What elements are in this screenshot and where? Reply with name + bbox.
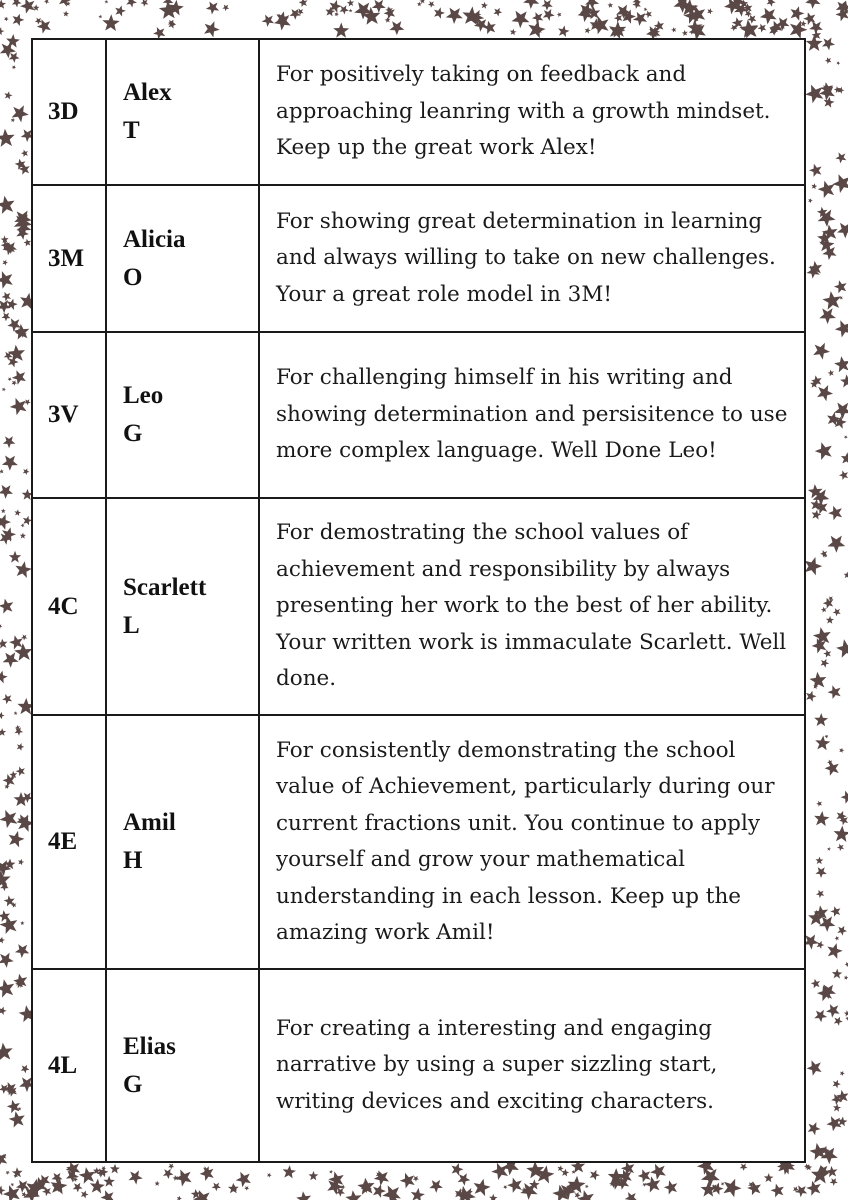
star-icon	[0, 712, 5, 719]
star-icon	[841, 452, 848, 464]
star-icon	[834, 280, 847, 293]
star-icon	[0, 1043, 13, 1061]
star-icon	[81, 1191, 89, 1199]
star-icon	[73, 1183, 83, 1193]
class-code: 3M	[32, 185, 106, 332]
star-icon	[0, 514, 11, 529]
star-icon	[0, 953, 14, 968]
star-icon	[837, 223, 848, 239]
star-icon	[14, 509, 21, 516]
star-icon	[815, 736, 830, 751]
star-icon	[830, 1178, 838, 1186]
star-icon	[826, 1004, 840, 1018]
star-icon	[841, 791, 848, 804]
star-icon	[590, 1170, 600, 1180]
star-icon	[0, 624, 2, 628]
star-icon	[825, 57, 832, 64]
star-icon	[14, 792, 29, 806]
star-icon	[411, 1188, 425, 1200]
star-icon	[827, 536, 845, 553]
star-icon	[806, 1181, 821, 1196]
star-icon	[236, 1172, 251, 1187]
star-icon	[825, 735, 829, 739]
star-icon	[458, 1173, 471, 1186]
star-icon	[177, 1196, 182, 1200]
star-icon	[2, 694, 12, 704]
star-icon	[633, 12, 647, 26]
star-icon	[126, 0, 137, 8]
class-code: 4E	[32, 715, 106, 969]
star-icon	[420, 0, 425, 4]
student-initial: L	[123, 611, 140, 639]
star-icon	[827, 943, 842, 959]
star-icon	[701, 1181, 717, 1196]
star-icon	[98, 15, 102, 19]
student-first-name: Alex	[123, 79, 172, 106]
star-icon	[4, 91, 12, 99]
star-icon	[822, 291, 841, 310]
star-icon	[2, 456, 18, 471]
star-icon	[20, 0, 35, 14]
star-icon	[642, 1183, 646, 1187]
star-icon	[503, 1185, 507, 1189]
star-icon	[811, 979, 820, 989]
star-icon	[101, 1190, 115, 1200]
star-icon	[839, 470, 848, 480]
star-icon	[558, 1165, 564, 1171]
star-icon	[299, 0, 308, 7]
star-icon	[835, 936, 840, 941]
star-icon	[10, 1183, 14, 1187]
star-icon	[0, 196, 15, 214]
star-icon	[828, 506, 842, 521]
star-icon	[833, 608, 841, 616]
star-icon	[532, 12, 543, 23]
star-icon	[413, 1176, 419, 1182]
star-icon	[828, 370, 834, 376]
star-icon	[805, 0, 820, 9]
star-icon	[814, 1010, 827, 1023]
star-icon	[510, 29, 517, 36]
star-icon	[102, 14, 119, 31]
star-icon	[12, 380, 18, 386]
star-icon	[824, 97, 835, 108]
star-icon	[844, 975, 848, 980]
star-icon	[823, 650, 831, 658]
star-icon	[834, 356, 848, 372]
star-icon	[9, 635, 23, 649]
star-icon	[2, 387, 6, 391]
star-icon	[24, 239, 32, 247]
star-icon	[163, 1169, 174, 1179]
star-icon	[21, 635, 27, 641]
star-icon	[481, 2, 488, 9]
star-icon	[63, 11, 69, 17]
star-icon	[575, 1192, 581, 1199]
star-icon	[758, 24, 767, 33]
star-icon	[800, 20, 806, 26]
student-initial: H	[123, 847, 143, 874]
star-icon	[21, 150, 28, 157]
award-reason: For challenging himself in his writing and showing determination and persisitence to use more complex language. Well Done Leo!	[259, 332, 805, 498]
star-icon	[664, 1180, 678, 1194]
star-icon	[14, 711, 18, 715]
star-icon	[7, 299, 18, 310]
star-icon	[374, 1170, 389, 1185]
star-icon	[18, 859, 24, 865]
star-icon	[747, 1181, 761, 1195]
award-row-3v	[32, 332, 805, 498]
star-icon	[832, 174, 848, 193]
star-icon	[507, 1178, 522, 1193]
star-icon	[834, 1017, 843, 1026]
star-icon	[813, 343, 830, 360]
star-icon	[791, 6, 805, 21]
student-first-name: Scarlett	[123, 573, 207, 601]
star-icon	[24, 399, 30, 405]
star-icon	[9, 831, 25, 848]
star-icon	[212, 1183, 221, 1192]
star-icon	[523, 0, 539, 9]
star-icon	[2, 292, 12, 302]
awards-table	[31, 38, 806, 1163]
star-icon	[345, 1190, 361, 1200]
star-icon	[2, 313, 11, 322]
star-icon	[244, 1186, 249, 1191]
star-icon	[721, 1182, 725, 1186]
star-icon	[821, 659, 830, 668]
star-icon	[0, 937, 5, 944]
star-icon	[267, 1173, 272, 1178]
star-icon	[0, 599, 13, 614]
award-reason: For consistently demonstrating the school value of Achievement, particularly during our current fractions unit. You continue to apply yourself and grow your mathematical understanding in each lesson. Keep up the amazing work Amil!	[259, 715, 805, 969]
star-icon	[811, 1165, 830, 1183]
star-icon	[837, 844, 844, 851]
star-icon	[740, 1163, 748, 1171]
star-icon	[828, 685, 841, 699]
student-first-name: Alicia	[123, 225, 186, 253]
star-icon	[0, 27, 4, 35]
star-icon	[15, 561, 32, 578]
student-name	[106, 498, 259, 715]
student-name	[106, 969, 259, 1162]
star-icon	[9, 1111, 25, 1127]
star-icon	[9, 52, 20, 63]
star-icon	[835, 320, 848, 337]
star-icon	[607, 2, 613, 8]
student-name	[106, 39, 259, 185]
star-icon	[429, 1180, 443, 1193]
star-icon	[35, 18, 42, 25]
star-icon	[815, 442, 832, 460]
star-icon	[817, 385, 833, 401]
star-icon	[103, 1176, 115, 1187]
star-icon	[309, 1171, 319, 1180]
star-icon	[0, 810, 17, 828]
star-icon	[807, 1060, 822, 1075]
star-icon	[839, 748, 844, 753]
star-icon	[474, 1179, 491, 1196]
star-icon	[650, 1164, 666, 1180]
star-icon	[340, 5, 349, 14]
star-icon	[0, 129, 15, 147]
star-icon	[816, 890, 824, 898]
star-icon	[104, 0, 108, 4]
student-initial: G	[123, 1070, 143, 1098]
award-row-3d	[32, 39, 805, 185]
star-icon	[836, 61, 840, 65]
star-icon	[168, 1164, 174, 1170]
star-icon	[349, 9, 353, 13]
star-icon	[723, 1179, 741, 1198]
star-icon	[283, 1165, 296, 1178]
star-icon	[0, 979, 14, 997]
star-icon	[764, 1173, 774, 1182]
star-icon	[557, 12, 562, 17]
star-icon	[347, 0, 354, 6]
student-name	[106, 715, 259, 969]
star-icon	[809, 672, 826, 689]
star-icon	[541, 0, 552, 11]
star-icon	[329, 1170, 333, 1174]
star-icon	[528, 21, 545, 39]
star-icon	[811, 183, 817, 189]
star-icon	[808, 1122, 821, 1135]
star-icon	[644, 7, 648, 11]
star-icon	[21, 523, 25, 527]
star-icon	[2, 260, 8, 266]
star-icon	[141, 0, 149, 7]
student-name	[106, 332, 259, 498]
star-icon	[372, 0, 386, 13]
award-reason: For demostrating the school values of achievement and responsibility by always presenting her work to the best of her ability. Your written work is immaculate Scarlett. Well done.	[259, 498, 805, 715]
star-icon	[819, 916, 835, 932]
star-icon	[808, 198, 813, 203]
star-icon	[434, 7, 445, 18]
star-icon	[0, 870, 11, 888]
star-icon	[23, 468, 30, 475]
student-initial: T	[123, 117, 140, 144]
student-initial: O	[123, 263, 143, 291]
star-icon	[155, 1181, 160, 1186]
star-icon	[614, 14, 623, 23]
award-reason: For showing great determination in learning and always willing to take on new challenges. Your a great role model in 3M!	[259, 185, 805, 332]
star-icon	[21, 1065, 30, 1074]
star-icon	[428, 1, 435, 8]
student-initial: G	[123, 420, 143, 447]
star-icon	[827, 847, 831, 851]
star-icon	[16, 767, 25, 777]
star-icon	[52, 1173, 63, 1183]
star-icon	[815, 867, 826, 878]
award-row-3m	[32, 185, 805, 332]
star-icon	[20, 921, 24, 925]
star-icon	[3, 652, 19, 667]
star-icon	[13, 14, 25, 26]
star-icon	[818, 181, 835, 198]
award-reason: For positively taking on feedback and approaching leanring with a growth mindset. Keep up the great work Alex!	[259, 39, 805, 185]
star-icon	[832, 969, 842, 979]
star-icon	[222, 5, 229, 12]
star-icon	[671, 27, 676, 32]
star-icon	[168, 20, 176, 27]
star-icon	[333, 23, 349, 38]
star-icon	[0, 639, 8, 649]
star-icon	[826, 1166, 838, 1177]
star-icon	[834, 826, 848, 842]
star-icon	[9, 551, 21, 563]
star-icon	[12, 0, 22, 7]
star-icon	[8, 377, 12, 381]
student-first-name: Leo	[123, 382, 164, 409]
award-reason: For creating a interesting and engaging narrative by using a super sizzling start, writing devices and exciting characters.	[259, 969, 805, 1162]
star-icon	[844, 435, 848, 439]
star-icon	[0, 0, 6, 9]
star-icon	[771, 1184, 784, 1198]
star-icon	[845, 962, 848, 968]
star-icon	[821, 607, 827, 613]
star-icon	[446, 8, 463, 24]
star-icon	[4, 17, 9, 22]
class-code: 3D	[32, 39, 106, 185]
star-icon	[806, 691, 817, 702]
star-icon	[826, 616, 834, 624]
class-code: 4L	[32, 969, 106, 1162]
student-first-name: Amil	[123, 809, 176, 836]
star-icon	[15, 944, 29, 958]
star-icon	[110, 1164, 120, 1174]
star-icon	[840, 1071, 845, 1076]
star-icon	[543, 9, 555, 21]
star-icon	[44, 0, 49, 4]
star-icon	[262, 15, 274, 27]
star-icon	[638, 1169, 651, 1182]
star-icon	[11, 118, 15, 123]
star-icon	[79, 1167, 96, 1184]
star-icon	[836, 639, 848, 658]
star-icon	[585, 1185, 589, 1189]
star-icon	[4, 895, 15, 906]
star-icon	[204, 21, 220, 37]
star-icon	[645, 1176, 661, 1192]
award-row-4c	[32, 498, 805, 715]
star-icon	[0, 1007, 7, 1015]
star-icon	[817, 941, 825, 949]
star-icon	[115, 5, 126, 16]
star-icon	[206, 2, 219, 15]
star-icon	[819, 308, 836, 324]
star-icon	[335, 12, 340, 17]
star-icon	[0, 1152, 7, 1168]
star-icon	[822, 38, 835, 51]
star-icon	[844, 572, 848, 579]
class-code: 4C	[32, 498, 106, 715]
star-icon	[558, 25, 569, 37]
star-icon	[400, 1173, 415, 1189]
star-icon	[0, 271, 13, 289]
star-icon	[833, 1104, 841, 1112]
star-icon	[830, 906, 840, 917]
star-icon	[17, 743, 25, 751]
star-icon	[835, 152, 846, 163]
star-icon	[609, 22, 625, 39]
star-icon	[12, 65, 16, 69]
star-icon	[0, 728, 6, 736]
star-icon	[6, 1171, 10, 1175]
star-icon	[1, 508, 6, 513]
star-icon	[840, 374, 848, 387]
star-icon	[805, 557, 823, 575]
star-icon	[7, 1100, 20, 1114]
star-icon	[645, 11, 652, 19]
star-icon	[827, 1116, 842, 1131]
class-code: 3V	[32, 332, 106, 498]
star-icon	[806, 35, 823, 51]
star-icon	[767, 0, 776, 7]
star-icon	[809, 164, 822, 177]
star-icon	[385, 17, 391, 23]
star-icon	[814, 713, 828, 726]
star-icon	[561, 1169, 569, 1177]
star-icon	[451, 1163, 463, 1176]
award-row-4l	[32, 969, 805, 1162]
star-icon	[489, 1194, 498, 1200]
student-name	[106, 185, 259, 332]
star-icon	[825, 761, 839, 776]
award-row-4e	[32, 715, 805, 969]
student-first-name: Elias	[123, 1032, 176, 1060]
star-icon	[296, 1191, 311, 1200]
star-icon	[0, 469, 4, 474]
star-icon	[389, 21, 404, 35]
star-icon	[3, 436, 16, 448]
star-icon	[682, 30, 688, 36]
star-icon	[10, 398, 27, 415]
star-icon	[585, 27, 591, 33]
star-icon	[175, 1170, 192, 1187]
star-icon	[837, 926, 847, 936]
star-icon	[816, 801, 822, 807]
star-icon	[0, 485, 13, 499]
star-icon	[625, 1192, 638, 1200]
star-icon	[816, 857, 824, 865]
star-icon	[494, 8, 503, 17]
star-icon	[491, 1163, 508, 1180]
star-icon	[129, 1170, 143, 1184]
star-icon	[707, 8, 713, 14]
star-icon	[833, 1080, 841, 1088]
star-icon	[512, 11, 530, 28]
star-icon	[483, 21, 496, 34]
star-icon	[0, 671, 8, 684]
star-icon	[417, 2, 422, 7]
star-icon	[814, 811, 829, 826]
star-icon	[844, 1010, 848, 1016]
star-icon	[20, 533, 26, 539]
